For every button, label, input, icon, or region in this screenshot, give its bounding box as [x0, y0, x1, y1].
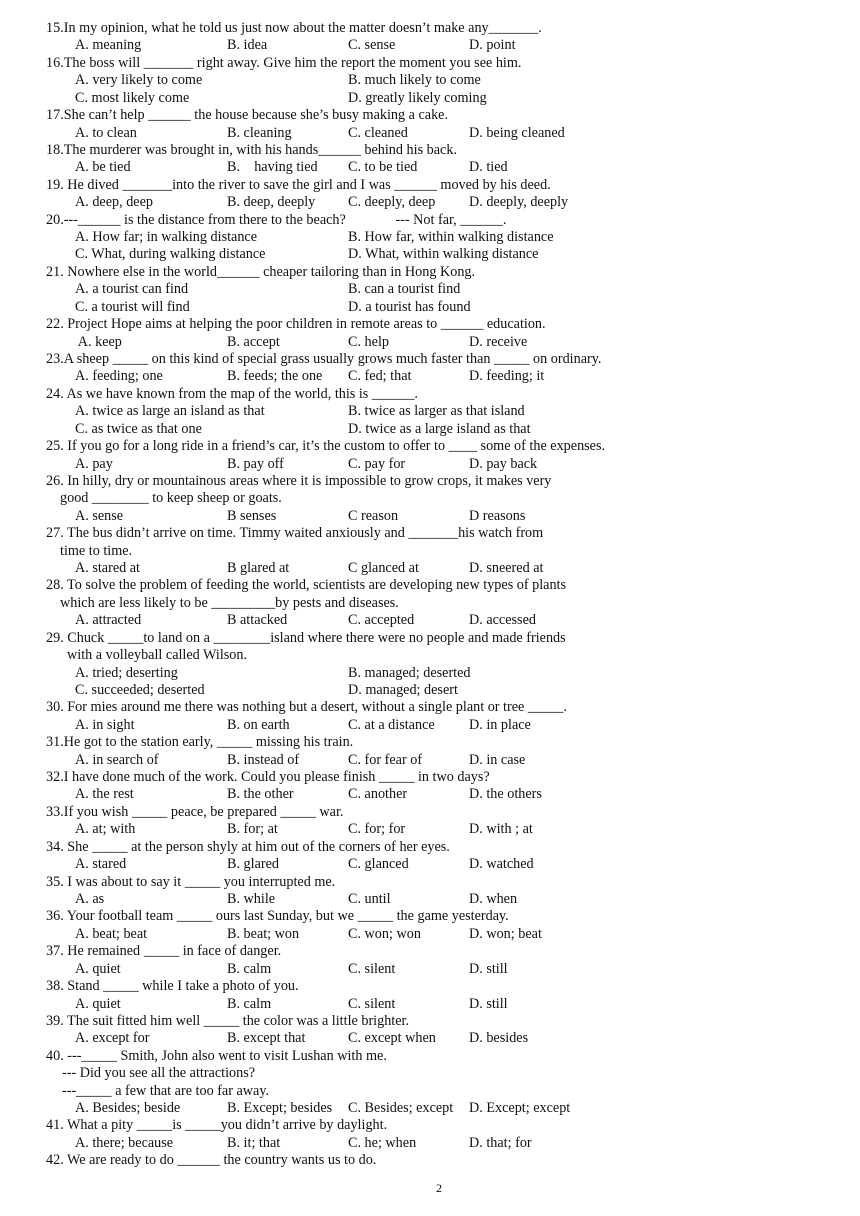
answer-option: C. a tourist will find [75, 298, 190, 315]
question-stem: 38. Stand _____ while I take a photo of you. [46, 978, 299, 995]
answer-option: D. feeding; it [469, 368, 545, 385]
answer-option: A. stared at [75, 560, 141, 577]
question-stem-continuation: with a volleyball called Wilson. [67, 647, 248, 664]
question-stem: 37. He remained _____ in face of danger. [46, 943, 282, 960]
question-stem: 16.The boss will _______ right away. Give him the report the moment you see him. [46, 54, 522, 71]
question-stem: 41. What a pity _____is _____you didn’t arrive by daylight. [46, 1117, 388, 1134]
answer-option: D. twice as a large island as that [348, 420, 531, 437]
answer-option: B. calm [227, 995, 272, 1012]
question-stem: 42. We are ready to do ______ the country wants us to do. [46, 1152, 377, 1169]
answer-option: B. much likely to come [348, 72, 481, 89]
answer-option: D. still [469, 995, 508, 1012]
question-stem: 28. To solve the problem of feeding the world, scientists are developing new types of plants [46, 577, 567, 594]
answer-option: A. attracted [75, 612, 142, 629]
answer-option: C. most likely come [75, 89, 190, 106]
answer-option: C. Besides; except [348, 1100, 454, 1117]
answer-option: D. sneered at [469, 560, 544, 577]
answer-option: A. twice as large an island as that [75, 403, 265, 420]
answer-option: A. except for [75, 1030, 150, 1047]
answer-option: A. there; because [75, 1134, 174, 1151]
answer-option: C. What, during walking distance [75, 246, 266, 263]
answer-option: D. receive [469, 333, 528, 350]
answer-option: B. it; that [227, 1134, 281, 1151]
question-stem: 39. The suit fitted him well _____ the color was a little brighter. [46, 1012, 410, 1029]
answer-option: C. silent [348, 995, 396, 1012]
answer-option: C glanced at [348, 560, 419, 577]
answer-option: D. tied [469, 159, 508, 176]
answer-option: D. that; for [469, 1134, 532, 1151]
answer-option: B senses [227, 507, 277, 524]
answer-option: D reasons [469, 507, 526, 524]
answer-option: A. be tied [75, 159, 131, 176]
answer-option: C. accepted [348, 612, 415, 629]
answer-option: C. won; won [348, 925, 421, 942]
answer-option: B. accept [227, 333, 280, 350]
answer-option: C. deeply, deep [348, 194, 436, 211]
answer-option: B. can a tourist find [348, 281, 461, 298]
answer-option: B. managed; deserted [348, 664, 471, 681]
question-stem-continuation: ---_____ a few that are too far away. [62, 1082, 270, 1099]
answer-option: D. when [469, 891, 518, 907]
answer-option: D. besides [469, 1030, 529, 1047]
answer-option: A. feeding; one [75, 368, 163, 385]
answer-option: C. another [348, 786, 408, 803]
answer-option: D. Except; except [469, 1100, 571, 1117]
answer-option: A. beat; beat [75, 925, 148, 942]
answer-option: B. calm [227, 960, 272, 977]
answer-option: C. cleaned [348, 124, 408, 141]
answer-option: D. pay back [469, 455, 538, 472]
answer-option: A. keep [75, 333, 122, 350]
answer-option: B. having tied [227, 159, 318, 176]
question-stem: 18.The murderer was brought in, with his hands______ behind his back. [46, 141, 457, 158]
question-stem: 32.I have done much of the work. Could you please finish _____ in two days? [46, 769, 490, 786]
question-stem: 26. In hilly, dry or mountainous areas where it is impossible to grow crops, it makes very [46, 472, 552, 489]
answer-option: D. in case [469, 751, 526, 768]
answer-option: D. managed; desert [348, 681, 458, 698]
answer-option: C. until [348, 891, 391, 907]
question-stem: 25. If you go for a long ride in a friend’s car, it’s the custom to offer to ____ some of the expenses. [46, 438, 606, 455]
answer-option: A. very likely to come [75, 72, 203, 89]
question-stem: 15.In my opinion, what he told us just now about the matter doesn’t make any_______. [46, 20, 542, 36]
question-stem: 34. She _____ at the person shyly at him out of the corners of her eyes. [46, 838, 450, 855]
answer-option: C. as twice as that one [75, 420, 202, 437]
answer-option: A. Besides; beside [75, 1100, 181, 1117]
answer-option: C. glanced [348, 856, 409, 873]
answer-option: C. except when [348, 1030, 436, 1047]
answer-option: B. cleaning [227, 124, 292, 141]
answer-option: A. stared [75, 856, 127, 873]
answer-option: B. idea [227, 37, 268, 54]
answer-option: A. a tourist can find [75, 281, 189, 298]
answer-option: A. pay [75, 455, 113, 472]
answer-option: C. pay for [348, 455, 406, 472]
answer-option: A. How far; in walking distance [75, 229, 258, 246]
question-stem: 24. As we have known from the map of the world, this is ______. [46, 385, 418, 402]
answer-option: B. for; at [227, 821, 278, 838]
question-stem: 30. For mies around me there was nothing but a desert, without a single plant or tree _____. [46, 699, 567, 716]
answer-option: B attacked [227, 612, 288, 629]
answer-option: A. at; with [75, 821, 136, 838]
question-stem: 35. I was about to say it _____ you interrupted me. [46, 873, 336, 890]
answer-option: A. in search of [75, 751, 159, 768]
answer-option: C. for fear of [348, 751, 423, 768]
answer-option: C. to be tied [348, 159, 418, 176]
question-stem: 31.He got to the station early, _____ missing his train. [46, 734, 354, 751]
answer-option: B. twice as larger as that island [348, 403, 525, 420]
answer-option: D. a tourist has found [348, 298, 471, 315]
question-stem: 19. He dived _______into the river to save the girl and I was ______ moved by his deed. [46, 176, 551, 193]
question-stem: 36. Your football team _____ ours last Sunday, but we _____ the game yesterday. [46, 908, 509, 925]
question-stem: 21. Nowhere else in the world______ cheaper tailoring than in Hong Kong. [46, 263, 476, 280]
answer-option: D. in place [469, 716, 531, 733]
answer-option: A. in sight [75, 716, 135, 733]
answer-option: A. tried; deserting [75, 664, 178, 681]
answer-option: A. meaning [75, 37, 142, 54]
answer-option: A. quiet [75, 960, 121, 977]
answer-option: D. deeply, deeply [469, 194, 569, 211]
answer-option: C reason [348, 507, 399, 524]
answer-option: D. accessed [469, 612, 536, 629]
answer-option: C. fed; that [348, 368, 412, 385]
answer-option: A. sense [75, 507, 124, 524]
answer-option: B glared at [227, 560, 290, 577]
answer-option: B. on earth [227, 716, 290, 733]
answer-option: A. as [75, 891, 105, 907]
answer-option: C. silent [348, 960, 396, 977]
question-stem-continuation: which are less likely to be _________by pests and diseases. [60, 594, 399, 611]
answer-option: A. to clean [75, 124, 137, 141]
page-number: 2 [436, 1181, 442, 1195]
answer-option: A. deep, deep [75, 194, 153, 211]
answer-option: B. deep, deeply [227, 194, 316, 211]
answer-option: C. succeeded; deserted [75, 681, 205, 698]
answer-option: B. How far, within walking distance [348, 229, 554, 246]
answer-option: D. greatly likely coming [348, 89, 487, 106]
question-stem: 29. Chuck _____to land on a ________island where there were no people and made friends [46, 629, 566, 646]
answer-option: D. What, within walking distance [348, 246, 539, 263]
answer-option: B. pay off [227, 455, 284, 472]
answer-option: B. Except; besides [227, 1100, 333, 1117]
answer-option: C. sense [348, 37, 396, 54]
answer-option: C. he; when [348, 1134, 417, 1151]
answer-option: D. watched [469, 856, 534, 873]
answer-option: B. glared [227, 856, 280, 873]
question-stem-continuation: --- Did you see all the attractions? [62, 1065, 256, 1082]
answer-option: A. the rest [75, 786, 134, 803]
answer-option: B. feeds; the one [227, 368, 323, 385]
answer-option: D. won; beat [469, 925, 542, 942]
question-stem: 17.She can’t help ______ the house because she’s busy making a cake. [46, 107, 449, 124]
question-stem: 40. ---_____ Smith, John also went to visit Lushan with me. [46, 1047, 387, 1064]
question-stem: 23.A sheep _____ on this kind of special grass usually grows much faster than _____ on ordinary. [46, 350, 602, 367]
question-stem-continuation: good ________ to keep sheep or goats. [60, 490, 282, 507]
answer-option: D. point [469, 37, 516, 54]
answer-option: D. still [469, 960, 508, 977]
question-stem: 27. The bus didn’t arrive on time. Timmy waited anxiously and _______his watch from [46, 525, 544, 542]
answer-option: B. instead of [227, 751, 300, 768]
answer-option: D. with ; at [469, 821, 533, 838]
answer-option: B. the other [227, 786, 294, 803]
answer-option: A. quiet [75, 995, 121, 1012]
answer-option: B. beat; won [227, 925, 300, 942]
answer-option: C. at a distance [348, 716, 435, 733]
question-stem: 33.If you wish _____ peace, be prepared _____ war. [46, 803, 344, 820]
question-stem: 22. Project Hope aims at helping the poor children in remote areas to ______ education. [46, 316, 546, 333]
question-stem-continuation: time to time. [60, 542, 133, 559]
answer-option: B. while [227, 891, 276, 907]
answer-option: D. being cleaned [469, 124, 565, 141]
answer-option: C. help [348, 333, 389, 350]
answer-option: D. the others [469, 786, 542, 803]
answer-option: B. except that [227, 1030, 306, 1047]
answer-option: C. for; for [348, 821, 406, 838]
question-stem: 20.---______ is the distance from there to the beach? --- Not far, ______. [46, 211, 507, 228]
